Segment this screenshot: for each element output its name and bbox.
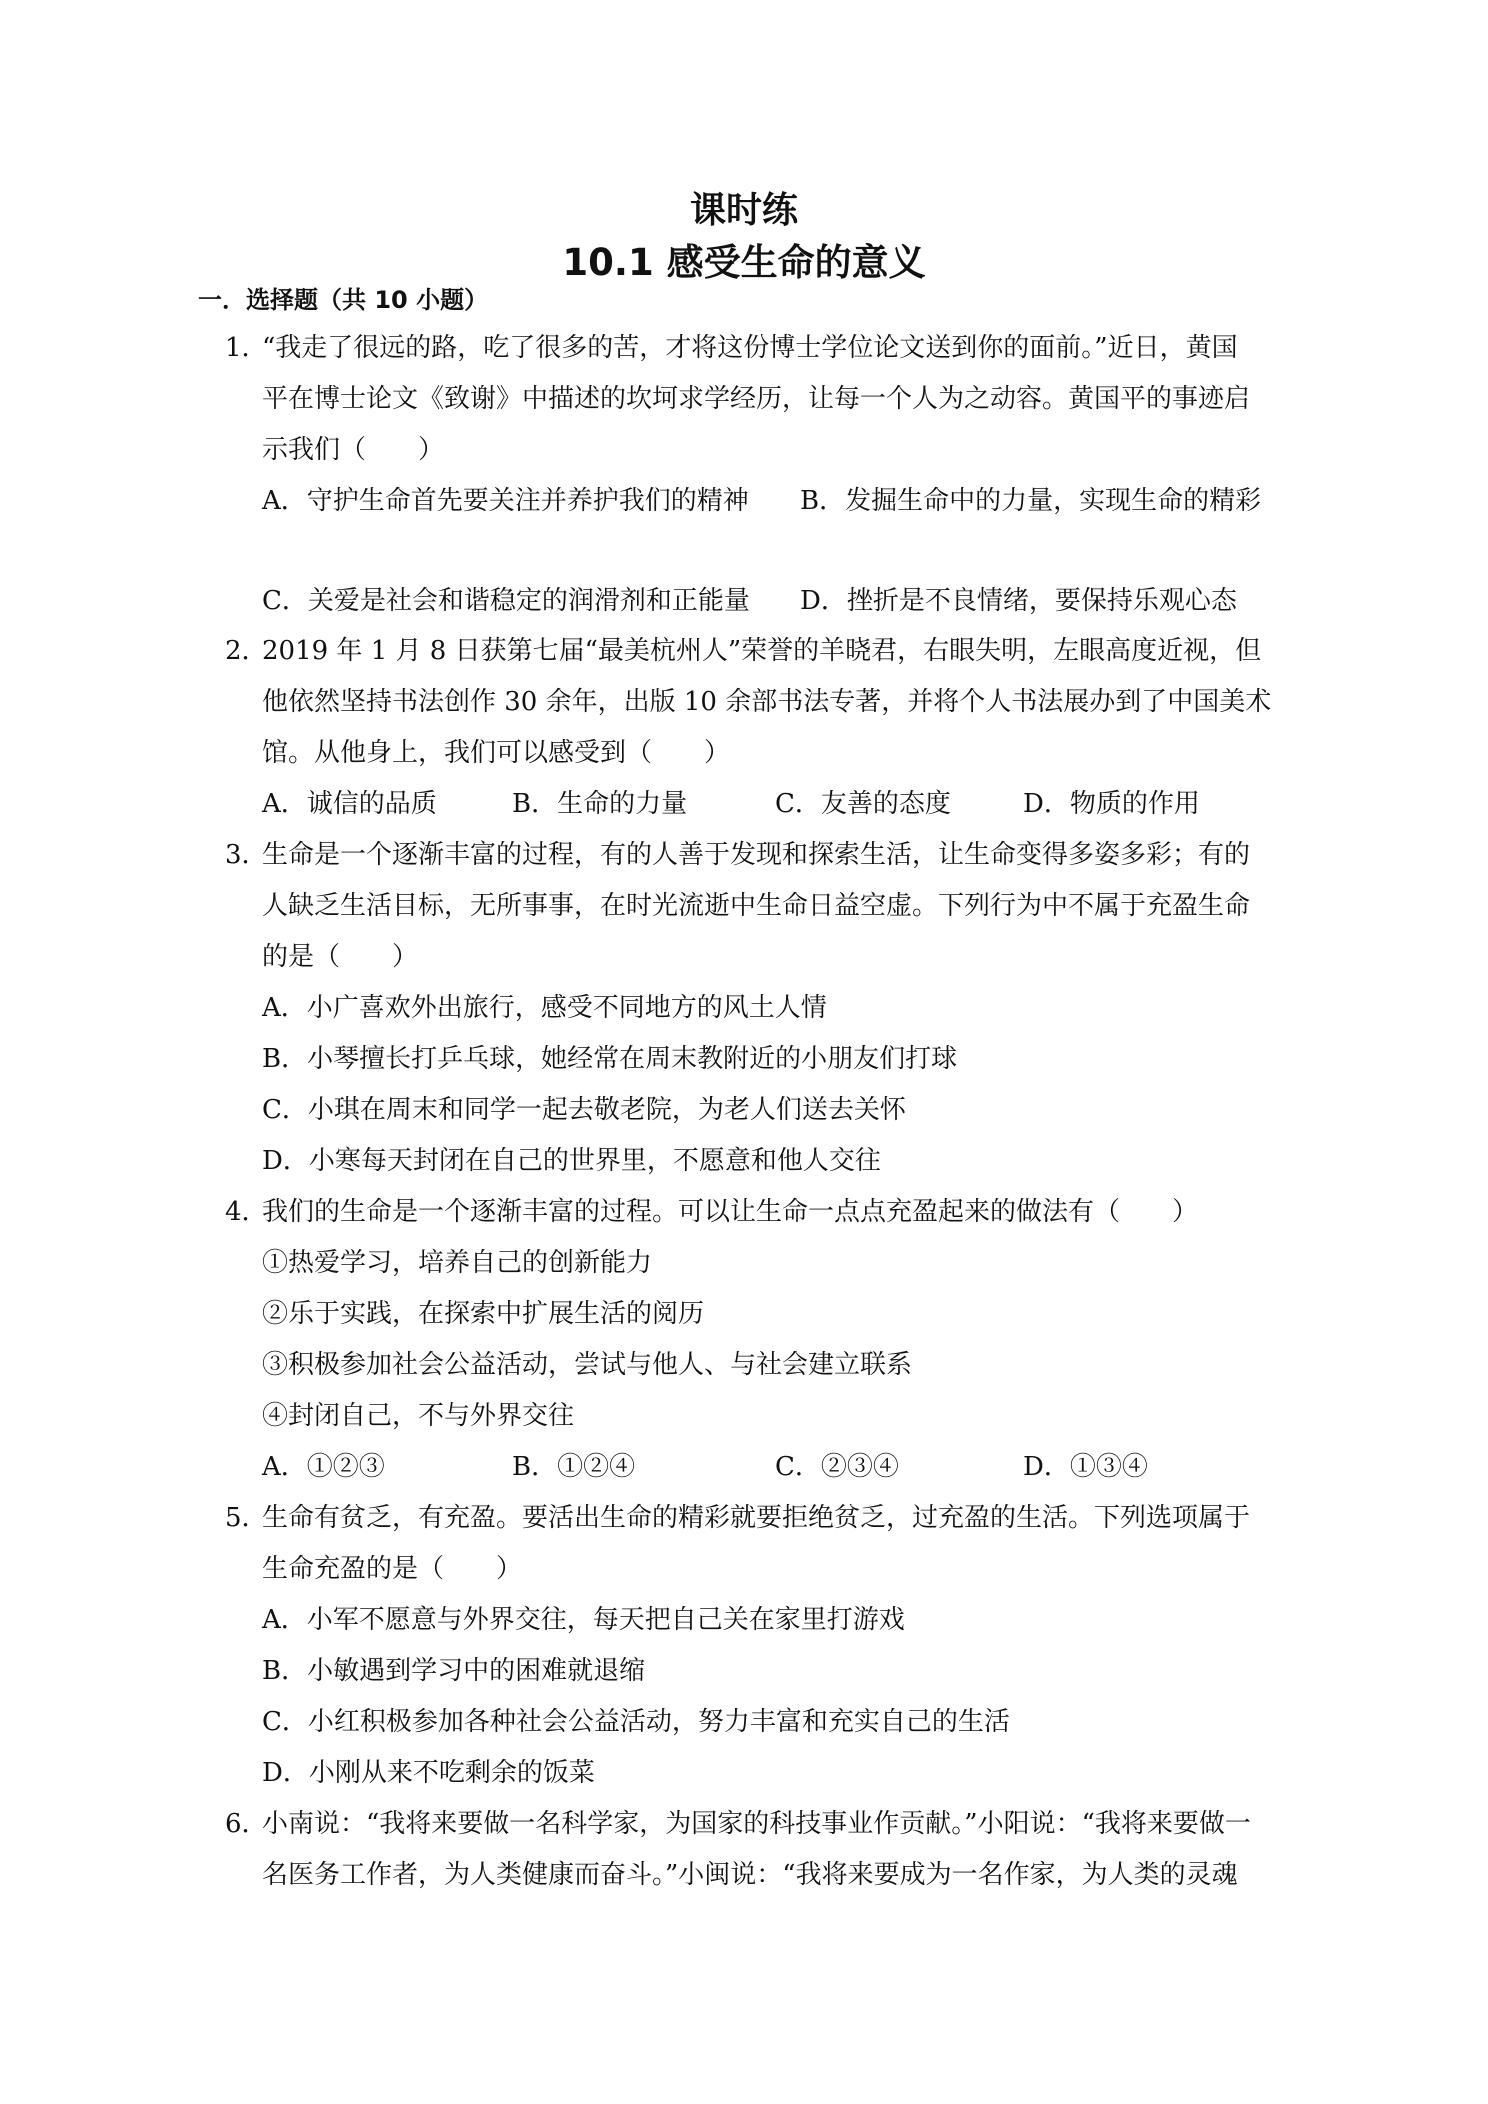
option-d: D．小寒每天封闭在自己的世界里，不愿意和他人交往 [262, 1146, 881, 1176]
question-text-line: 平在博士论文《致谢》中描述的坎坷求学经历，让每一个人为之动容。黄国平的事迹启 [262, 384, 1251, 414]
option-a: A．小军不愿意与外界交往，每天把自己关在家里打游戏 [262, 1605, 905, 1635]
option-c: C．小红积极参加各种社会公益活动，努力丰富和充实自己的生活 [262, 1707, 1010, 1737]
question-text-line: 小南说：“我将来要做一名科学家，为国家的科技事业作贡献。”小阳说：“我将来要做一 [262, 1809, 1251, 1839]
question-text-line: 我们的生命是一个逐渐丰富的过程。可以让生命一点点充盈起来的做法有（ ） [262, 1197, 1199, 1227]
option-a: A．①②③ [262, 1452, 385, 1482]
option-d: D．挫折是不良情绪，要保持乐观心态 [800, 586, 1237, 616]
question-number: 3． [225, 840, 268, 870]
question-text-line: 生命有贫乏，有充盈。要活出生命的精彩就要拒绝贫乏，过充盈的生活。下列选项属于 [262, 1503, 1251, 1533]
option-d: D．①③④ [1023, 1452, 1148, 1482]
option-b: B．生命的力量 [512, 789, 688, 819]
statement-item: ②乐于实践，在探索中扩展生活的阅历 [262, 1299, 705, 1329]
page-title: 课时练 [689, 190, 798, 231]
statement-item: ①热爱学习，培养自己的创新能力 [262, 1248, 653, 1278]
option-b: B．发掘生命中的力量，实现生命的精彩 [800, 486, 1262, 516]
option-a: A．小广喜欢外出旅行，感受不同地方的风土人情 [262, 993, 827, 1023]
question-text-line: 示我们（ ） [262, 435, 445, 465]
option-a: A．守护生命首先要关注并养护我们的精神 [262, 486, 749, 516]
option-b: B．①②④ [512, 1452, 636, 1482]
question-text-line: “我走了很远的路，吃了很多的苦，才将这份博士学位论文送到你的面前。”近日，黄国 [262, 333, 1238, 363]
option-b: B．小琴擅长打乒乓球，她经常在周末教附近的小朋友们打球 [262, 1044, 958, 1074]
question-number: 2． [225, 636, 268, 666]
question-text-line: 人缺乏生活目标，无所事事，在时光流逝中生命日益空虚。下列行为中不属于充盈生命 [262, 891, 1251, 921]
section-heading: 一．选择题（共 10 小题） [198, 286, 489, 314]
option-c: C．小琪在周末和同学一起去敬老院，为老人们送去关怀 [262, 1095, 906, 1125]
question-number: 4． [225, 1197, 268, 1227]
question-number: 5． [225, 1503, 268, 1533]
option-b: B．小敏遇到学习中的困难就退缩 [262, 1656, 646, 1686]
statement-item: ③积极参加社会公益活动，尝试与他人、与社会建立联系 [262, 1350, 913, 1380]
option-d: D．物质的作用 [1023, 789, 1200, 819]
option-d: D．小刚从来不吃剩余的饭菜 [262, 1758, 595, 1788]
question-text-line: 生命充盈的是（ ） [262, 1554, 523, 1584]
question-text-line: 名医务工作者，为人类健康而奋斗。”小闽说：“我将来要成为一名作家，为人类的灵魂 [262, 1860, 1238, 1890]
question-text-line: 他依然坚持书法创作 30 余年，出版 10 余部书法专著，并将个人书法展办到了中国美术 [262, 687, 1272, 717]
question-text-line: 馆。从他身上，我们可以感受到（ ） [262, 738, 731, 768]
question-number: 1． [225, 333, 268, 363]
question-text-line: 2019 年 1 月 8 日获第七届“最美杭州人”荣誉的羊晓君，右眼失明，左眼高度近视，但 [262, 636, 1262, 666]
option-c: C．②③④ [775, 1452, 899, 1482]
question-text-line: 生命是一个逐渐丰富的过程，有的人善于发现和探索生活，让生命变得多姿多彩；有的 [262, 840, 1251, 870]
statement-item: ④封闭自己，不与外界交往 [262, 1401, 575, 1431]
option-a: A．诚信的品质 [262, 789, 437, 819]
option-c: C．友善的态度 [775, 789, 951, 819]
option-c: C．关爱是社会和谐稳定的润滑剂和正能量 [262, 586, 750, 616]
question-text-line: 的是（ ） [262, 942, 419, 972]
page-subtitle: 10.1 感受生命的意义 [562, 241, 926, 284]
question-number: 6． [225, 1809, 268, 1839]
